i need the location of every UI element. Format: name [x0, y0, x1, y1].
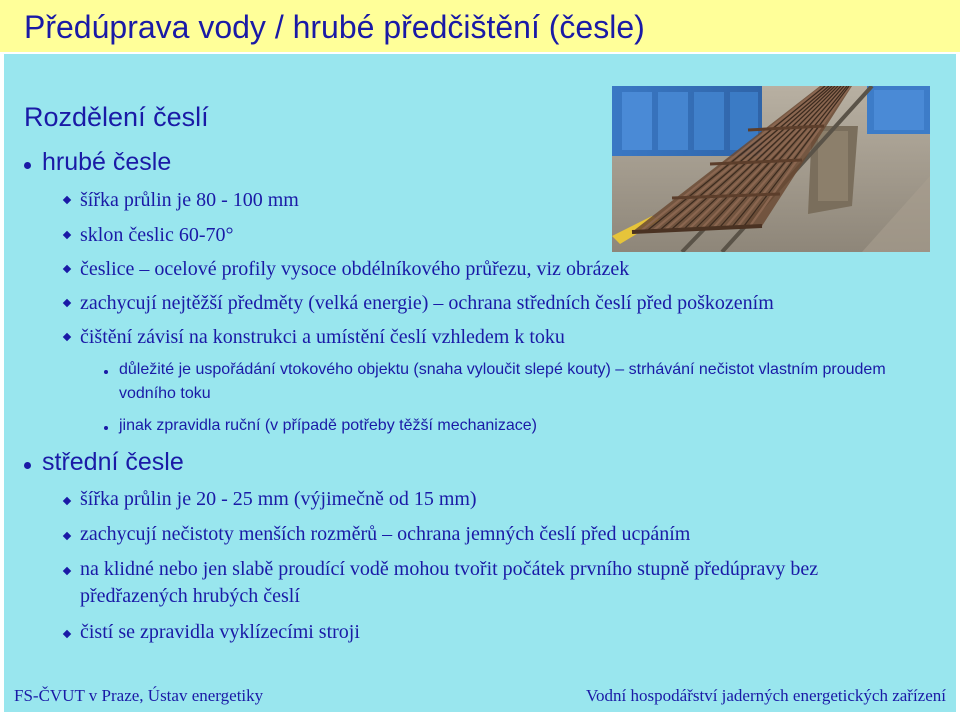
diamond-bullet-icon — [63, 333, 71, 341]
bullet-dot — [24, 462, 31, 469]
diamond-bullet-icon — [63, 299, 71, 307]
section-label-text: hrubé česle — [42, 148, 172, 176]
list-item: sklon česlic 60-70° — [80, 224, 234, 246]
diamond-bullet-icon — [63, 265, 71, 273]
slide-title: Předúprava vody / hrubé předčištění (česle) — [24, 9, 645, 45]
list-item: čistí se zpravidla vyklízecími stroji — [80, 621, 360, 643]
list-item: šířka průlin je 20 - 25 mm (výjimečně od 15 mm) — [80, 488, 477, 510]
section-label-coarse — [42, 148, 171, 177]
footer-left: FS-ČVUT v Praze, Ústav energetiky — [14, 686, 264, 705]
diamond-bullet-icon — [63, 196, 71, 204]
section-label-text: střední česle — [42, 448, 184, 476]
footer-right: Vodní hospodářství jaderných energetických zařízení — [585, 686, 946, 705]
diamond-bullet-icon — [63, 532, 71, 540]
trash-rack-photo — [612, 86, 930, 252]
sub-list-item: jinak zpravidla ruční (v případě potřeby těžší mechanizace) — [119, 417, 537, 434]
diamond-bullet-icon — [63, 567, 71, 575]
diamond-bullet-icon — [63, 630, 71, 638]
title-bar — [0, 0, 960, 52]
list-item: zachycují nečistoty menších rozměrů – ochrana jemných česlí před ucpáním — [80, 523, 691, 545]
list-item: česlice – ocelové profily vysoce obdélníkového průřezu, viz obrázek — [80, 258, 630, 280]
sub-list-item: důležité je uspořádání vtokového objektu (snaha vyloučit slepé kouty) – strhávání nečistot vlastním proudem vodního toku — [119, 361, 886, 402]
bullet-dot — [24, 162, 31, 169]
small-bullet-icon — [104, 426, 108, 430]
small-bullet-icon — [104, 370, 108, 374]
list-item: šířka průlin je 80 - 100 mm — [80, 189, 299, 211]
section-label-medium — [42, 448, 184, 477]
list-item: na klidné nebo jen slabě proudící vodě mohou tvořit počátek prvního stupně předúpravy bez předřazených hrubých česlí — [80, 558, 819, 607]
list-item: zachycují nejtěžší předměty (velká energie) – ochrana středních česlí před poškozením — [80, 292, 774, 314]
list-item: čištění závisí na konstrukci a umístění česlí vzhledem k toku — [80, 326, 565, 348]
section-heading: Rozdělení česlí — [24, 102, 209, 132]
diamond-bullet-icon — [63, 497, 71, 505]
diamond-bullet-icon — [63, 231, 71, 239]
